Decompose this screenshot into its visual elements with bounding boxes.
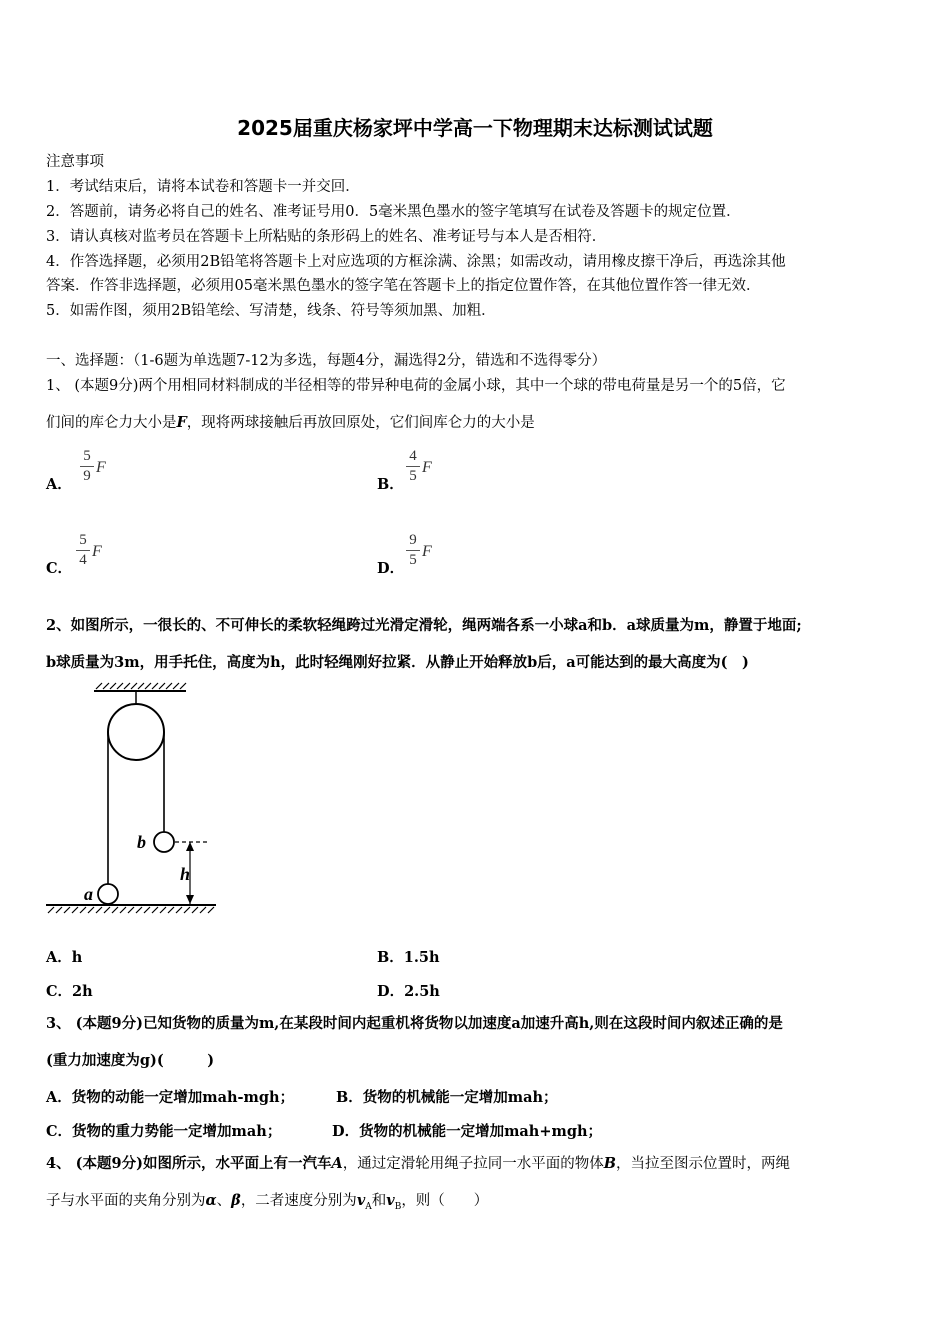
q2-option-c[interactable]: C．2h <box>46 983 93 1000</box>
notice-item: 4．作答选择题，必须用2B铅笔将答题卡上对应选项的方框涂满、涂黑；如需改动，请用橡皮擦干净后，再选涂其他 <box>46 254 786 270</box>
section-heading: 一、选择题：（1-6题为单选题7-12为多选，每题4分，漏选得2分，错选和不选得零分） <box>46 353 607 369</box>
q1-option-c-fraction: 5 4 <box>76 532 90 569</box>
q3-option-c[interactable]: C．货物的重力势能一定增加mah； <box>46 1123 282 1140</box>
q3-option-a[interactable]: A．货物的动能一定增加mah-mgh； <box>46 1089 295 1106</box>
q1-option-a-var: F <box>96 459 106 476</box>
page-title: 2025届重庆杨家坪中学高一下物理期末达标测试试题 <box>237 116 713 140</box>
q1-option-c-label[interactable]: C． <box>46 560 73 577</box>
q1-option-b-fraction: 4 5 <box>406 448 420 485</box>
q1-option-c-var: F <box>92 543 102 560</box>
label-b: b <box>137 832 146 852</box>
q2-text-2: b球质量为3m，用手托住，高度为h，此时轻绳刚好拉紧．从静止开始释放b后，a可能达到的最大高度为( ) <box>46 654 749 671</box>
q3-text: 3、 (本题9分)已知货物的质量为m,在某段时间内起重机将货物以加速度a加速升高h,则在这段时间内叙述正确的是 <box>46 1015 783 1032</box>
q3-option-d[interactable]: D．货物的机械能一定增加mah+mgh； <box>332 1123 603 1140</box>
notice-item: 答案．作答非选择题，必须用05毫米黑色墨水的签字笔在答题卡上的指定位置作答，在其他位置作答一律无效． <box>46 278 761 294</box>
q1-option-d-label[interactable]: D． <box>377 560 405 577</box>
notice-heading: 注意事项 <box>46 154 104 170</box>
notice-item: 2．答题前，请务必将自己的姓名、准考证号用0．5毫米黑色墨水的签字笔填写在试卷及答题卡的规定位置． <box>46 204 741 220</box>
pulley-figure <box>40 680 225 920</box>
notice-item: 5．如需作图，须用2B铅笔绘、写清楚，线条、符号等须加黑、加粗． <box>46 303 496 319</box>
label-h: h <box>180 864 191 884</box>
q1-option-d-fraction: 9 5 <box>406 532 420 569</box>
q1-option-b-var: F <box>422 459 432 476</box>
q2-option-b[interactable]: B．1.5h <box>377 949 440 966</box>
q2-text: 2、如图所示，一很长的、不可伸长的柔软轻绳跨过光滑定滑轮，绳两端各系一小球a和b．a球质量为m，静置于地面; <box>46 617 802 634</box>
q1-text-2: 们间的库仑力大小是F，现将两球接触后再放回原处，它们间库仑力的大小是 <box>46 414 535 431</box>
q4-text: 4、 (本题9分)如图所示，水平面上有一汽车A，通过定滑轮用绳子拉同一水平面的物体B，当拉至图示位置时，两绳 <box>46 1155 790 1172</box>
q4-text-2: 子与水平面的夹角分别为α、β，二者速度分别为$v_A$和$v_B$，则（ ） <box>46 1192 489 1212</box>
q3-option-b[interactable]: B．货物的机械能一定增加mah； <box>336 1089 558 1106</box>
q2-option-a[interactable]: A．h <box>46 949 83 966</box>
q1-option-b-label[interactable]: B． <box>377 476 404 493</box>
q1-option-a-fraction: 5 9 <box>80 448 94 485</box>
q1-text: 1、 (本题9分)两个用相同材料制成的半径相等的带异种电荷的金属小球，其中一个球的带电荷量是另一个的5倍，它 <box>46 378 786 394</box>
notice-item: 3．请认真核对监考员在答题卡上所粘贴的条形码上的姓名、准考证号与本人是否相符． <box>46 229 607 245</box>
label-a: a <box>84 884 93 904</box>
q2-option-d[interactable]: D．2.5h <box>377 983 440 1000</box>
q3-text-2: (重力加速度为g)( ) <box>46 1052 215 1069</box>
q1-option-a-label[interactable]: A． <box>46 476 72 493</box>
notice-item: 1．考试结束后，请将本试卷和答题卡一并交回． <box>46 179 360 195</box>
q1-option-d-var: F <box>422 543 432 560</box>
